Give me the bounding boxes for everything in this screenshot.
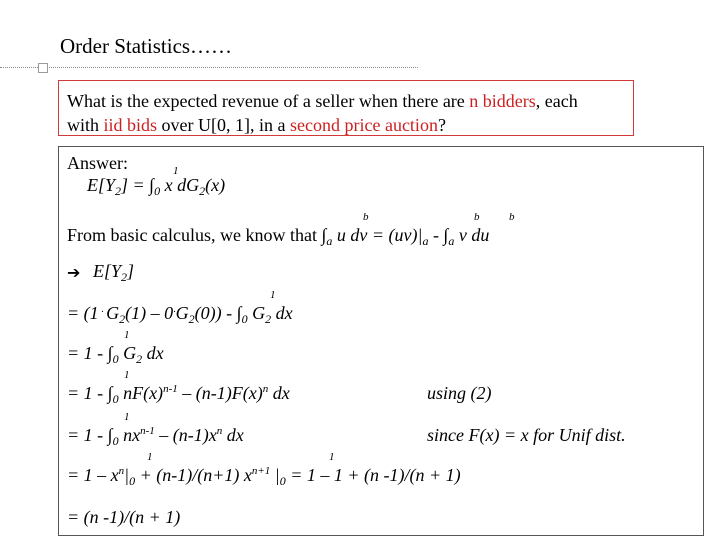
question-highlight-auction: second price auction (290, 115, 438, 135)
upper-limit: 1 (124, 329, 130, 341)
upper-limit: 1 (329, 451, 335, 463)
upper-limit: 1 (124, 369, 130, 381)
step-note: since F(x) = x for Unif dist. (427, 425, 626, 445)
implies-arrow-icon: ➔ (67, 265, 81, 282)
step-note: using (2) (427, 383, 492, 403)
question-text: What is the expected revenue of a seller when there are (67, 91, 470, 111)
upper-limit: 1 (124, 411, 130, 423)
question-text: over U[0, 1], in a (157, 115, 290, 135)
question-text: , each (535, 91, 578, 111)
upper-limit: 1 (270, 289, 276, 301)
derivation-step: = $1 - \int_0$ $nx^{n-1} - (n-1)x^n$ dx (67, 425, 244, 448)
upper-limit: 1 (173, 165, 179, 177)
upper-limit: b (474, 211, 480, 223)
rule-marker (38, 63, 48, 73)
derivation-step: = $1 - x^n|_0 + (n-1)/(n+1)$ $x^{n+1}$ $|_0 = 1 - 1 + (n$ -1)/(n + 1) (67, 465, 461, 488)
title-rule (0, 67, 418, 68)
implies-line: $E[Y_2]$ (93, 261, 135, 284)
question-highlight-bidders: n bidders (469, 91, 536, 111)
question-text: with (67, 115, 104, 135)
question-highlight-iid: iid bids (103, 115, 158, 135)
upper-limit: b (509, 211, 515, 223)
derivation-step: = $1 - \int_0$ $nF(x)^{n-1} - (n-1)F(x)^n$ dx (67, 383, 290, 406)
slide-title: Order Statistics…… (60, 34, 233, 58)
answer-box (58, 146, 704, 536)
upper-limit: 1 (147, 451, 153, 463)
answer-label: Answer: (67, 153, 128, 173)
question-box (58, 80, 634, 136)
final-result: = (n -1)/(n + 1) (67, 507, 181, 527)
derivation-step: = $1 - \int_0$ $G_2$ dx (67, 343, 164, 366)
question-text: ? (437, 115, 446, 135)
upper-limit: b (363, 211, 369, 223)
calculus-line: From basic calculus, we know that $\int_a$ u dv = $(uv)|_a - \int_a$ v du (67, 225, 490, 248)
derivation-step: = (1 · $G_2(1) - 0^\cdot G_2(0)) - \int_0$ $G_2$ dx (67, 303, 293, 326)
expected-value-line: $E[Y_2] = \int_0$ x $dG_2(x)$ (87, 175, 226, 198)
